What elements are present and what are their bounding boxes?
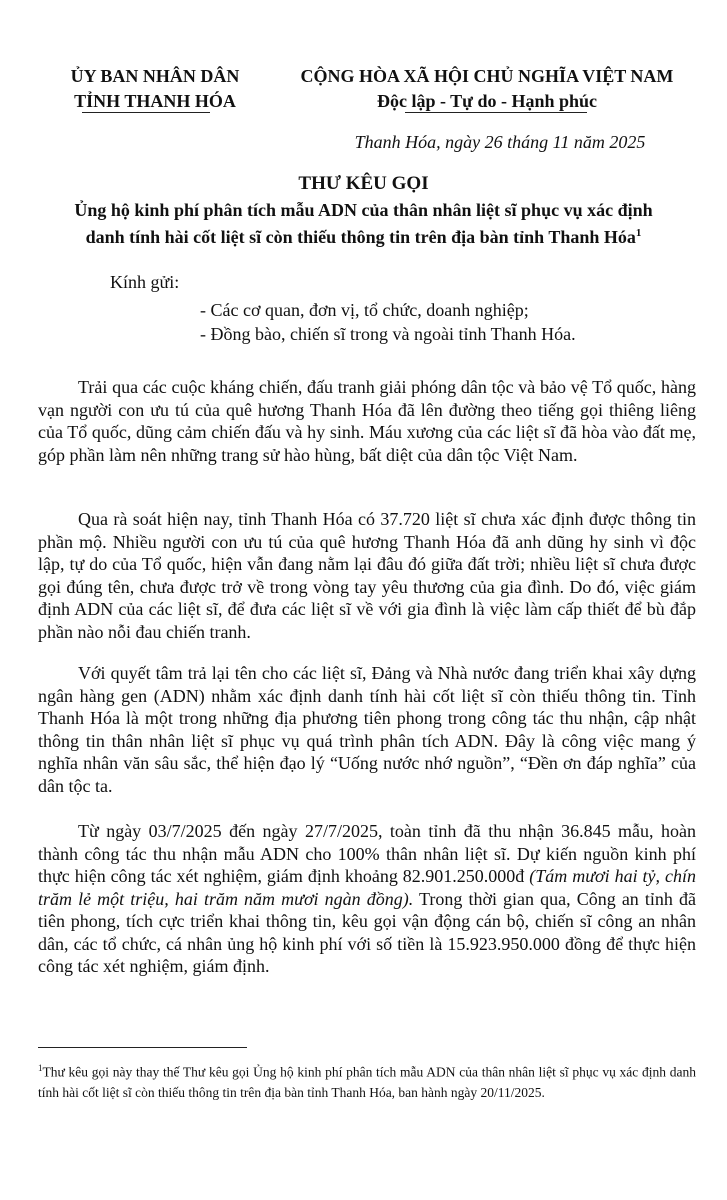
paragraph-4 — [38, 820, 696, 978]
footnote-text: Thư kêu gọi này thay thế Thư kêu gọi Ủng hộ kinh phí phân tích mẫu ADN của thân nhân liệt sĩ phục vụ xác định danh tính hài cốt liệt sĩ còn thiếu thông tin trên địa bàn tỉnh Thanh Hóa, ban hành ngày 20/11/2025. — [38, 1064, 696, 1100]
document-title: THƯ KÊU GỌI — [298, 173, 429, 194]
footnote-mark: 1 — [38, 1063, 43, 1073]
subtitle-line2 — [30, 222, 697, 249]
motto-underline — [405, 112, 587, 113]
recipient-1: - Các cơ quan, đơn vị, tổ chức, doanh nghiệp; — [200, 300, 529, 320]
authority-underline — [82, 112, 210, 113]
paragraph-4-part-b: Trong thời gian qua, Công an tỉnh đã tiên phong, tích cực triển khai thông tin, kêu gọi vận động cán bộ, chiến sĩ công an nhân dân, các tổ chức, cá nhân ủng hộ kinh phí với số tiền là 15.923.950.000 đồng để thực hiện công tác xét nghiệm, giám định. — [38, 888, 696, 976]
paragraph-2: Qua rà soát hiện nay, tỉnh Thanh Hóa có 37.720 liệt sĩ chưa xác định được thông tin phần mộ. Nhiều người con ưu tú của quê hương Thanh Hóa đã anh dũng hy sinh vì độc lập, tự do của Tổ quốc, hiện vẫn đang nằm lại đâu đó giữa đất trời; nhiều liệt sĩ chưa được gọi đúng tên, chưa được trở về trong vòng tay yêu thương của gia đình. Do đó, việc giám định ADN của các liệt sĩ, để đưa các liệt sĩ về với gia đình là việc làm cấp thiết để bù đắp phần nào nỗi đau chiến tranh. — [38, 509, 696, 642]
footnote-separator — [38, 1047, 247, 1048]
paragraph-4-part-a: Từ ngày 03/7/2025 đến ngày 27/7/2025, toàn tỉnh đã thu nhận 36.845 mẫu, hoàn thành công tác thu nhận mẫu ADN cho 100% thân nhân liệt sĩ. Dự kiến nguồn kinh phí thực hiện công tác xét nghiệm, giám định khoảng 82.901.250.000đ — [38, 821, 696, 886]
national-name: CỘNG HÒA XÃ HỘI CHỦ NGHĨA VIỆT NAM — [300, 66, 674, 86]
motto-line: Độc lập - Tự do - Hạnh phúc — [376, 91, 598, 111]
paragraph-3: Với quyết tâm trả lại tên cho các liệt sĩ, Đảng và Nhà nước đang triển khai xây dựng ngân hàng gen (ADN) nhằm xác định danh tính hài cốt liệt sĩ còn thiếu thông tin. Tỉnh Thanh Hóa là một trong những địa phương tiên phong trong công tác thu nhận, cập nhật thông tin thân nhân liệt sĩ phục vụ quá trình phân tích ADN. Đây là công việc mang ý nghĩa nhân văn sâu sắc, thể hiện đạo lý “Uống nước nhớ nguồn”, “Đền ơn đáp nghĩa” của dân tộc ta. — [38, 663, 696, 796]
issuing-authority-line1: ỦY BAN NHÂN DÂN — [70, 66, 240, 86]
issuing-authority — [40, 64, 270, 114]
subtitle-line1: Ủng hộ kinh phí phân tích mẫu ADN của thân nhân liệt sĩ phục vụ xác định — [74, 200, 653, 220]
national-motto — [272, 64, 702, 114]
footnote — [38, 1058, 696, 1103]
subtitle-line2-text: danh tính hài cốt liệt sĩ còn thiếu thông tin trên địa bàn tỉnh Thanh Hóa — [85, 227, 636, 247]
subtitle-footnote-mark: 1 — [635, 227, 642, 239]
issuing-authority-line2: TỈNH THANH HÓA — [74, 91, 236, 111]
paragraph-1: Trải qua các cuộc kháng chiến, đấu tranh giải phóng dân tộc và bảo vệ Tổ quốc, hàng vạn người con ưu tú của quê hương Thanh Hóa đã lên đường theo tiếng gọi thiêng liêng của Tổ quốc, dũng cảm chiến đấu và hy sinh. Máu xương của các liệt sĩ đã hòa vào đất mẹ, góp phần làm nên những trang sử hào hùng, bất diệt của dân tộc Việt Nam. — [38, 377, 696, 465]
paragraph-4-amount-in-words: (Tám mươi hai tỷ, chín trăm lẻ một triệu, hai trăm năm mươi ngàn đồng). — [38, 866, 696, 909]
recipient-2: - Đồng bào, chiến sĩ trong và ngoài tỉnh Thanh Hóa. — [200, 324, 576, 344]
greeting: Kính gửi: — [110, 272, 180, 292]
dateline: Thanh Hóa, ngày 26 tháng 11 năm 2025 — [354, 132, 646, 152]
document-subtitle — [30, 199, 697, 249]
